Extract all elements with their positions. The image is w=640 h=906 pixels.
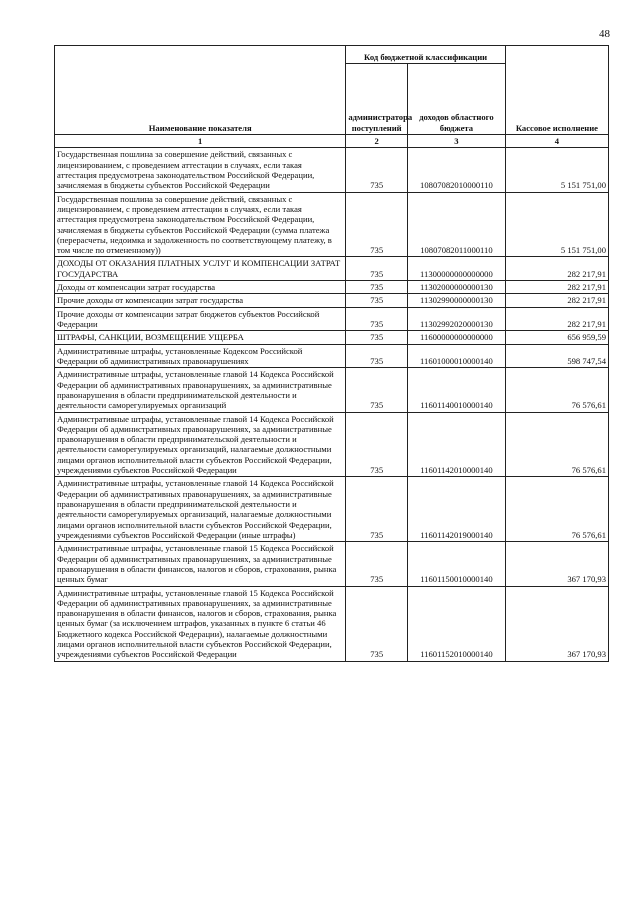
row-amount: 656 959,59 [505, 331, 608, 344]
row-budget-code: 11601142010000140 [408, 412, 506, 477]
table-row [55, 307, 609, 331]
table-row [55, 542, 609, 586]
column-number-row [55, 135, 609, 148]
header-name: Наименование показателя [55, 46, 346, 135]
column-number: 2 [346, 135, 408, 148]
header-amount: Кассовое исполнение [505, 46, 608, 135]
row-amount: 282 217,91 [505, 257, 608, 281]
row-budget-code: 10807082011000110 [408, 192, 506, 257]
row-amount: 367 170,93 [505, 542, 608, 586]
row-amount: 282 217,91 [505, 281, 608, 294]
row-name: Административные штрафы, установленные главой 15 Кодекса Российской Федерации об административных правонарушениях, за административные правонарушения в области финансов, налогов и сборов, страхования, рынка ценных бумаг (за исключением штрафов, указанных в пункте 6 статьи 46 Бюджетного кодекса Российской Федерации), налагаемые должностными лицами органов исполнительной власти субъектов Российской Федерации, учреждениями субъектов Российской Федерации [55, 586, 346, 661]
row-name: Прочие доходы от компенсации затрат бюджетов субъектов Российской Федерации [55, 307, 346, 331]
row-admin-code: 735 [346, 281, 408, 294]
table-row [55, 477, 609, 542]
header-code: доходов областного бюджета [408, 64, 506, 135]
row-name: ШТРАФЫ, САНКЦИИ, ВОЗМЕЩЕНИЕ УЩЕРБА [55, 331, 346, 344]
table-row [55, 257, 609, 281]
row-admin-code: 735 [346, 257, 408, 281]
table-row [55, 281, 609, 294]
row-budget-code: 11300000000000000 [408, 257, 506, 281]
row-amount: 76 576,61 [505, 477, 608, 542]
table-row [55, 344, 609, 368]
row-admin-code: 735 [346, 307, 408, 331]
table-row [55, 368, 609, 412]
row-admin-code: 735 [346, 586, 408, 661]
table-row [55, 331, 609, 344]
row-budget-code: 11601140010000140 [408, 368, 506, 412]
row-admin-code: 735 [346, 192, 408, 257]
row-admin-code: 735 [346, 344, 408, 368]
row-amount: 5 151 751,00 [505, 192, 608, 257]
table-header [55, 46, 609, 148]
row-name: ДОХОДЫ ОТ ОКАЗАНИЯ ПЛАТНЫХ УСЛУГ И КОМПЕНСАЦИИ ЗАТРАТ ГОСУДАРСТВА [55, 257, 346, 281]
row-budget-code: 11601150010000140 [408, 542, 506, 586]
table-row [55, 294, 609, 307]
row-amount: 5 151 751,00 [505, 148, 608, 192]
row-amount: 367 170,93 [505, 586, 608, 661]
row-admin-code: 735 [346, 294, 408, 307]
table-row [55, 192, 609, 257]
table-row [55, 586, 609, 661]
row-budget-code: 11601142019000140 [408, 477, 506, 542]
row-budget-code: 11302000000000130 [408, 281, 506, 294]
row-amount: 282 217,91 [505, 294, 608, 307]
row-budget-code: 11601152010000140 [408, 586, 506, 661]
row-admin-code: 735 [346, 368, 408, 412]
row-name: Административные штрафы, установленные главой 14 Кодекса Российской Федерации об административных правонарушениях, за административные правонарушения в области предпринимательской деятельности и деятельности саморегулируемых организаций, налагаемые должностными лицами органов исполнительной власти субъектов Российской Федерации, учреждениями субъектов Российской Федерации (иные штрафы) [55, 477, 346, 542]
row-budget-code: 11302992020000130 [408, 307, 506, 331]
row-amount: 76 576,61 [505, 412, 608, 477]
table-row [55, 148, 609, 192]
row-name: Административные штрафы, установленные главой 14 Кодекса Российской Федерации об административных правонарушениях, за административные правонарушения в области предпринимательской деятельности и деятельности саморегулируемых организаций [55, 368, 346, 412]
row-budget-code: 11600000000000000 [408, 331, 506, 344]
row-name: Административные штрафы, установленные главой 15 Кодекса Российской Федерации об административных правонарушениях, за административные правонарушения в области финансов, налогов и сборов, страхования, рынка ценных бумаг [55, 542, 346, 586]
row-budget-code: 10807082010000110 [408, 148, 506, 192]
page-number: 48 [599, 28, 610, 40]
row-admin-code: 735 [346, 412, 408, 477]
row-name: Административные штрафы, установленные главой 14 Кодекса Российской Федерации об административных правонарушениях, за административные правонарушения в области предпринимательской деятельности и деятельности саморегулируемых организаций, налагаемые должностными лицами органов исполнительной власти субъектов Российской Федерации, учреждениями субъектов Российской Федерации [55, 412, 346, 477]
budget-revenue-table [54, 45, 609, 662]
row-admin-code: 735 [346, 477, 408, 542]
table-body [55, 148, 609, 661]
column-number: 1 [55, 135, 346, 148]
row-name: Прочие доходы от компенсации затрат государства [55, 294, 346, 307]
column-number: 4 [505, 135, 608, 148]
row-admin-code: 735 [346, 148, 408, 192]
row-amount: 598 747,54 [505, 344, 608, 368]
row-name: Доходы от компенсации затрат государства [55, 281, 346, 294]
column-number: 3 [408, 135, 506, 148]
row-budget-code: 11302990000000130 [408, 294, 506, 307]
row-admin-code: 735 [346, 542, 408, 586]
row-name: Административные штрафы, установленные Кодексом Российской Федерации об административных правонарушениях [55, 344, 346, 368]
row-admin-code: 735 [346, 331, 408, 344]
row-amount: 282 217,91 [505, 307, 608, 331]
row-budget-code: 11601000010000140 [408, 344, 506, 368]
row-name: Государственная пошлина за совершение действий, связанных с лицензированием, с проведением аттестации в случаях, если такая аттестация предусмотрена законодательством Российской Федерации, зачисляемая в бюджеты субъектов Российской Федерации (сумма платежа (перерасчеты, недоимка и задолженность по соответствующему платежу, в том числе по отмененному)) [55, 192, 346, 257]
row-amount: 76 576,61 [505, 368, 608, 412]
header-admin: администратора поступлений [346, 64, 408, 135]
header-classification-group: Код бюджетной классификации [346, 46, 505, 64]
row-name: Государственная пошлина за совершение действий, связанных с лицензированием, с проведением аттестации в случаях, если такая аттестация предусмотрена законодательством Российской Федерации, зачисляемая в бюджеты субъектов Российской Федерации [55, 148, 346, 192]
header-row-top [55, 46, 609, 64]
table-row [55, 412, 609, 477]
